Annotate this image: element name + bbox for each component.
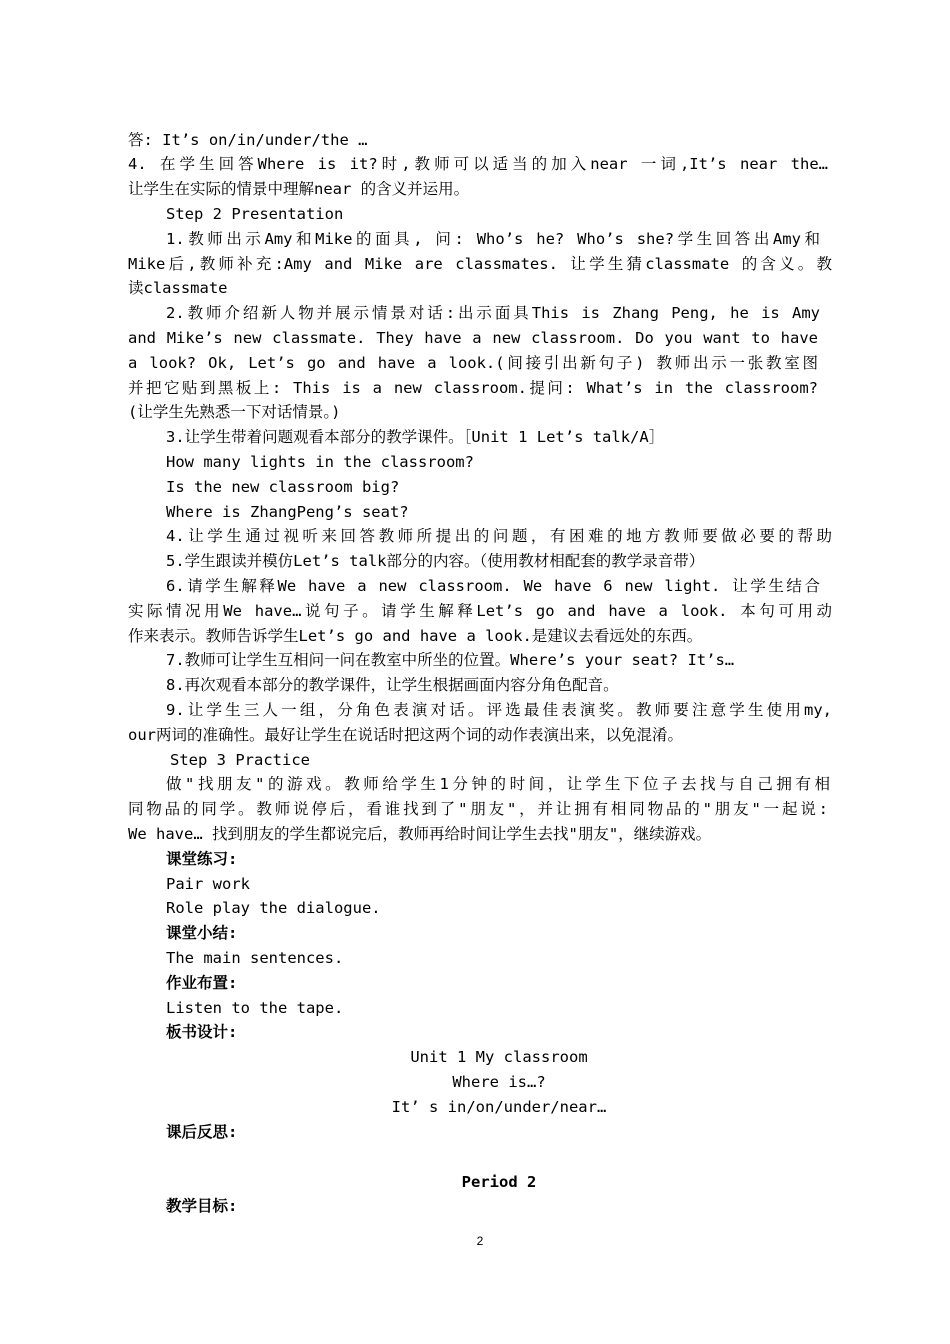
step-heading: Step 2 Presentation xyxy=(166,205,344,223)
text-line: 5.学生跟读并模仿Let’s talk部分的内容。（使用教材相配套的教学录音带） xyxy=(166,552,705,570)
text-line: 4.让学生通过视听来回答教师所提出的问题，有困难的地方教师要做必要的帮助 xyxy=(166,527,832,545)
step-heading: Step 3 Practice xyxy=(170,751,310,769)
text-line: 3.让学生带着问题观看本部分的教学课件。［Unit 1 Let’s talk/A］ xyxy=(166,428,665,446)
text-line: 实际情况用We have…说句子。请学生解释Let’s go and have a look. 本句可用动 xyxy=(128,602,832,620)
text-line: How many lights in the classroom? xyxy=(166,453,474,471)
text-line: 1.教师出示Amy和Mike的面具, 问: Who’s he? Who’s she?学生回答出Amy和 xyxy=(166,230,820,248)
text-line: 9.让学生三人一组，分角色表演对话。评选最佳表演奖。教师要注意学生使用my, xyxy=(166,701,832,719)
text-line: 作来表示。教师告诉学生Let’s go and have a look.是建议去看远处的东西。 xyxy=(128,627,703,645)
text-line: 让学生在实际的情景中理解near 的含义并运用。 xyxy=(128,180,470,198)
period-title: Period 2 xyxy=(461,1173,537,1191)
text-line: a look? Ok, Let’s go and have a look.(间接引出新句子) 教师出示一张教室图 xyxy=(128,354,818,372)
text-line: 并把它贴到黑板上: This is a new classroom.提问: What’s in the classroom? xyxy=(128,379,818,397)
text-line: The main sentences. xyxy=(166,949,344,967)
text-line: 同物品的同学。教师说停后，看谁找到了"朋友"，并让拥有相同物品的"朋友"一起说: xyxy=(128,800,828,818)
text-line: and Mike’s new classmate. They have a new classroom. Do you want to have xyxy=(128,329,818,347)
text-line: 4. 在学生回答Where is it?时,教师可以适当的加入near 一词,It’s near the… xyxy=(128,155,828,173)
text-line: 读classmate xyxy=(128,279,228,297)
text-line: (让学生先熟悉一下对话情景。) xyxy=(128,403,341,421)
board-line: Where is…? xyxy=(452,1073,546,1091)
section-heading: 课堂练习: xyxy=(166,850,238,868)
section-heading: 教学目标: xyxy=(166,1197,238,1215)
section-heading: 作业布置: xyxy=(166,974,238,992)
section-heading: 板书设计: xyxy=(166,1023,238,1041)
text-line: 8.再次观看本部分的教学课件，让学生根据画面内容分角色配音。 xyxy=(166,676,619,694)
text-line: Role play the dialogue. xyxy=(166,899,381,917)
board-line: It’ s in/on/under/near… xyxy=(391,1098,607,1116)
section-heading: 课后反思: xyxy=(166,1123,238,1141)
text-line: Listen to the tape. xyxy=(166,999,344,1017)
text-line: Is the new classroom big? xyxy=(166,478,400,496)
text-line: We have… 找到朋友的学生都说完后，教师再给时间让学生去找"朋友"，继续游戏。 xyxy=(128,825,712,843)
text-line: Pair work xyxy=(166,875,250,893)
board-line: Unit 1 My classroom xyxy=(410,1048,588,1066)
text-line: 2.教师介绍新人物并展示情景对话:出示面具This is Zhang Peng, he is Amy xyxy=(166,304,820,322)
text-line: Where is ZhangPeng’s seat? xyxy=(166,503,409,521)
text-line: Mike后,教师补充:Amy and Mike are classmates. 让学生猜classmate 的含义。教 xyxy=(128,255,832,273)
page-number: 2 xyxy=(476,1234,484,1248)
text-line: our两词的准确性。最好让学生在说话时把这两个词的动作表演出来，以免混淆。 xyxy=(128,726,683,744)
text-line: 做"找朋友"的游戏。教师给学生1分钟的时间，让学生下位子去找与自己拥有相 xyxy=(166,775,830,793)
section-heading: 课堂小结: xyxy=(166,924,238,942)
text-line: 7.教师可让学生互相问一问在教室中所坐的位置。Where’s your seat? It’s… xyxy=(166,651,735,669)
text-line: 6.请学生解释We have a new classroom. We have 6 new light. 让学生结合 xyxy=(166,577,820,595)
text-line: 答: It’s on/in/under/the … xyxy=(128,131,368,149)
